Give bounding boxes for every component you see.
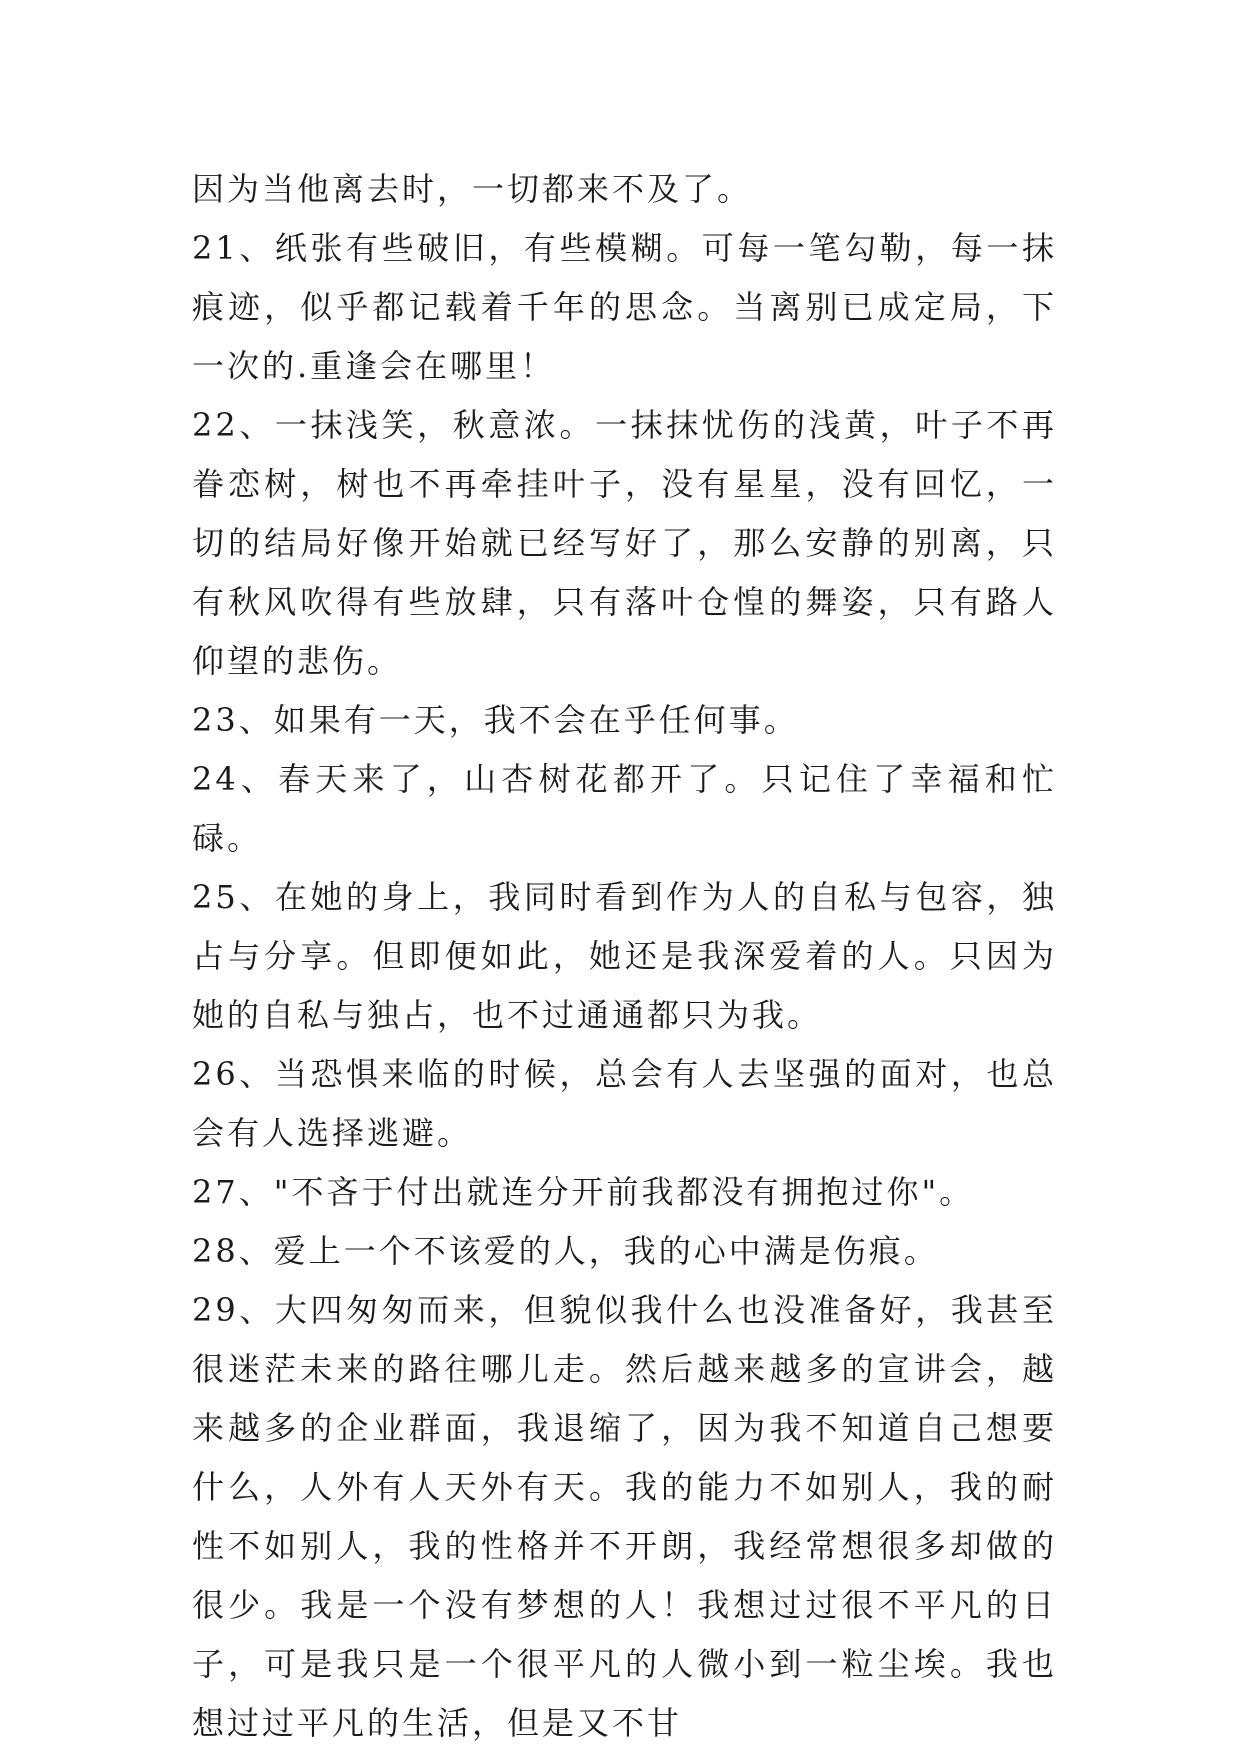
paragraph-22: 22、一抹浅笑，秋意浓。一抹抹忧伤的浅黄，叶子不再眷恋树，树也不再牵挂叶子，没有星星，没有回忆，一切的结局好像开始就已经写好了，那么安静的别离，只有秋风吹得有些放肆，只有落叶仓惶的舞姿，只有路人仰望的悲伤。	[192, 406, 1057, 680]
paragraph-23: 23、如果有一天，我不会在乎任何事。	[192, 701, 799, 739]
paragraph-28: 28、爱上一个不该爱的人，我的心中满是伤痕。	[192, 1232, 939, 1270]
paragraph-27: 27、"不吝于付出就连分开前我都没有拥抱过你"。	[192, 1173, 975, 1211]
paragraph-25: 25、在她的身上，我同时看到作为人的自私与包容，独占与分享。但即便如此，她还是我深爱着的人。只因为她的自私与独占，也不过通通都只为我。	[192, 878, 1057, 1034]
paragraph-21: 21、纸张有些破旧，有些模糊。可每一笔勾勒，每一抹痕迹，似乎都记载着千年的思念。当离别已成定局，下一次的.重逢会在哪里！	[192, 229, 1057, 385]
paragraph-24: 24、春天来了，山杏树花都开了。只记住了幸福和忙碌。	[192, 760, 1057, 857]
document-body	[192, 160, 1057, 1753]
paragraph-29: 29、大四匆匆而来，但貌似我什么也没准备好，我甚至很迷茫未来的路往哪儿走。然后越来越多的宣讲会，越来越多的企业群面，我退缩了，因为我不知道自己想要什么，人外有人天外有天。我的能力不如别人，我的耐性不如别人，我的性格并不开朗，我经常想很多却做的很少。我是一个没有梦想的人！我想过过很不平凡的日子，可是我只是一个很平凡的人微小到一粒尘埃。我也想过过平凡的生活，但是又不甘	[192, 1291, 1057, 1742]
paragraph-26: 26、当恐惧来临的时候，总会有人去坚强的面对，也总会有人选择逃避。	[192, 1055, 1057, 1152]
paragraph-continuation: 因为当他离去时，一切都来不及了。	[192, 170, 753, 208]
